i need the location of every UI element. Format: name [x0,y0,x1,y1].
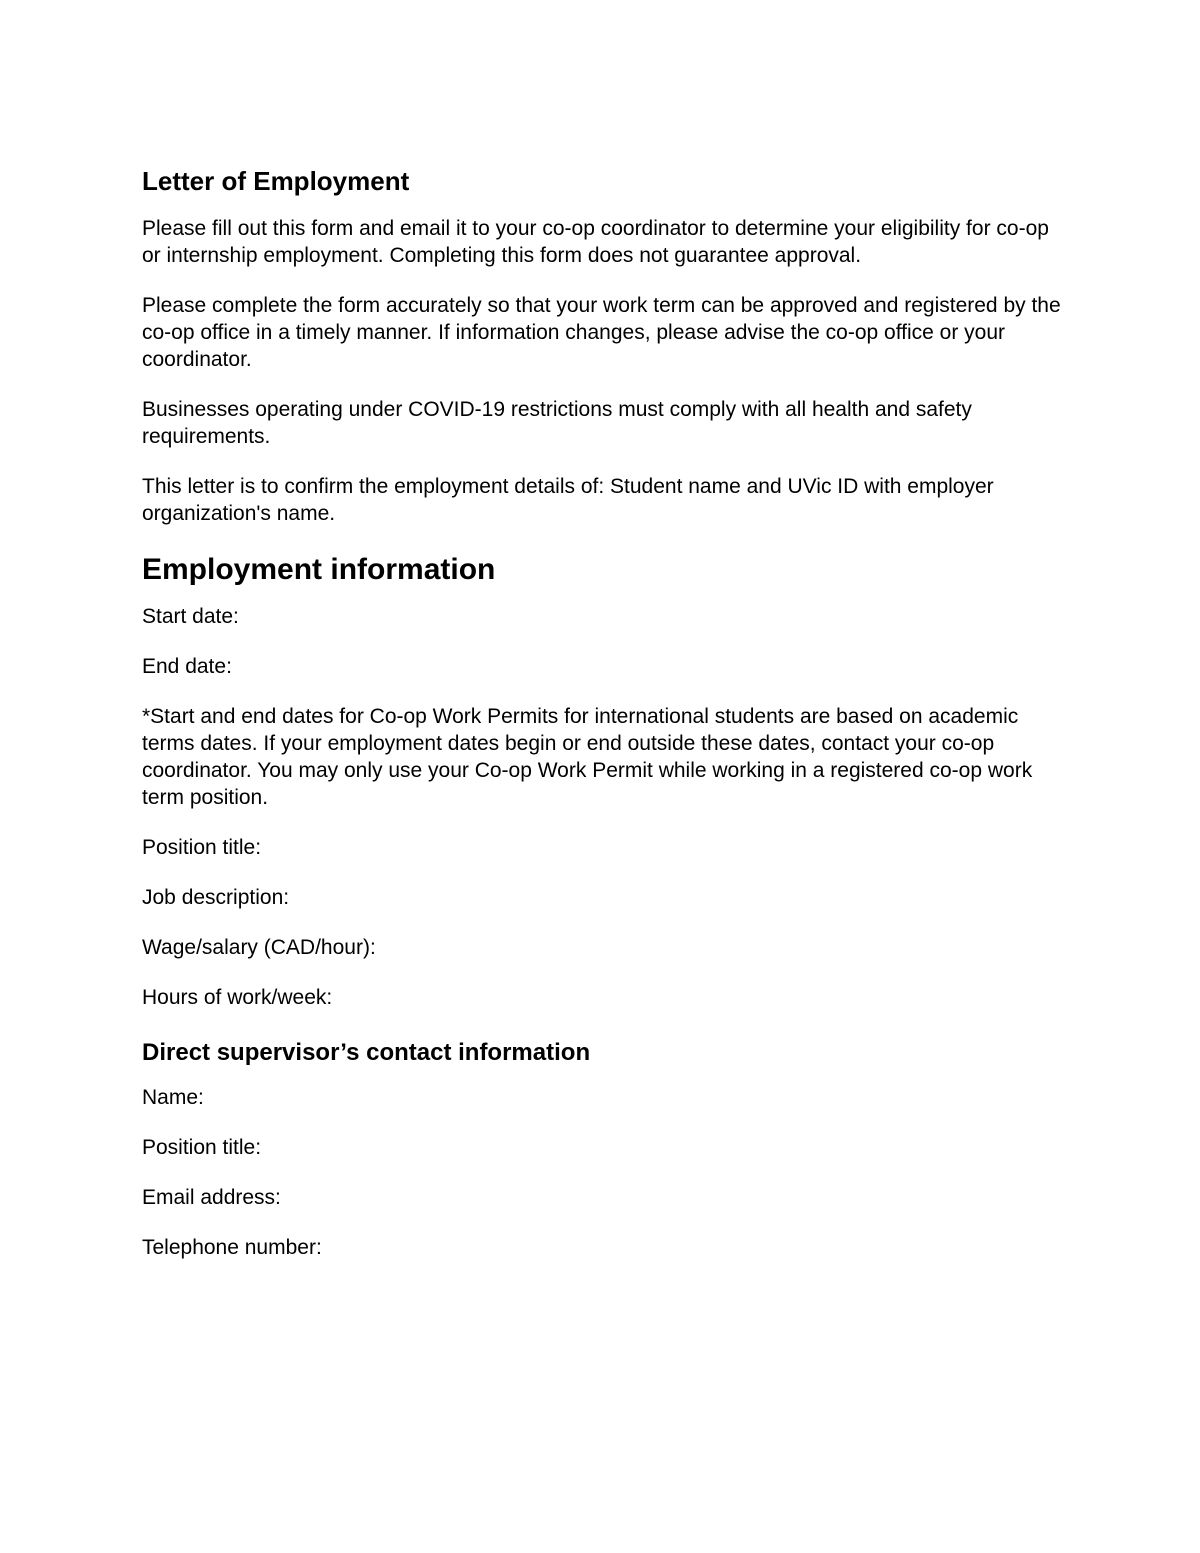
start-date-label: Start date: [142,605,239,628]
end-date-label: End date: [142,655,232,678]
supervisor-email-label: Email address: [142,1186,281,1209]
wage-label: Wage/salary (CAD/hour): [142,936,376,959]
hours-label: Hours of work/week: [142,986,333,1009]
document-title: Letter of Employment [142,166,410,196]
job-description-label: Job description: [142,886,290,909]
supervisor-section-heading: Direct supervisor’s contact information [142,1039,591,1066]
intro-paragraph-covid: Businesses operating under COVID-19 restrictions must comply with all health and safety requirements. [142,398,972,448]
position-title-label: Position title: [142,836,262,859]
supervisor-fields [142,1084,1070,1261]
work-permit-note: *Start and end dates for Co-op Work Permits for international students are based on academic terms dates. If your employment dates begin or end outside these dates, contact your co-op coordinator. You may only use your Co-op Work Permit while working in a registered co-op work term position. [142,705,1033,809]
employment-fields [142,603,1070,1011]
employment-section-heading: Employment information [142,553,496,586]
intro-paragraph-accuracy: Please complete the form accurately so that your work term can be approved and registered by the co-op office in a timely manner. If information changes, please advise the co-op office or your coordinator. [142,294,1061,371]
intro-paragraph-instructions: Please fill out this form and email it to your co-op coordinator to determine your eligibility for co-op or internship employment. Completing this form does not guarantee approval. [142,217,1049,267]
intro-paragraph-confirmation: This letter is to confirm the employment details of: Student name and UVic ID with employer organization's name. [142,475,994,525]
supervisor-telephone-label: Telephone number: [142,1236,322,1259]
supervisor-position-title-label: Position title: [142,1136,262,1159]
supervisor-name-label: Name: [142,1086,204,1109]
